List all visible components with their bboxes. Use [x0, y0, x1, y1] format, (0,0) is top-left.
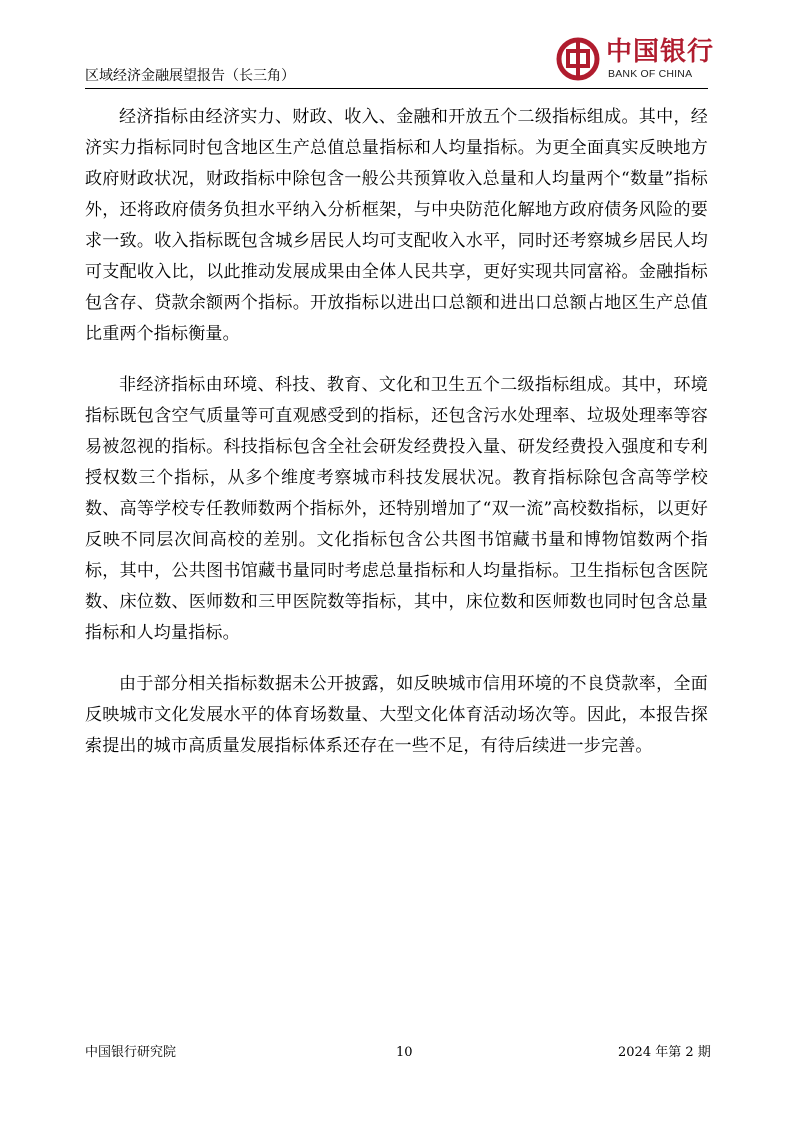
bank-of-china-emblem-icon	[556, 37, 600, 81]
footer-publisher: 中国银行研究院	[85, 1045, 177, 1060]
paragraph-non-economic-indicators: 非经济指标由环境、科技、教育、文化和卫生五个二级指标组成。其中，环境指标既包含空气质量等可直观感受到的指标，还包含污水处理率、垃圾处理率等容易被忽视的指标。科技指标包含全社会研发经费投入量、研发经费投入强度和专利授权数三个指标，从多个维度考察城市科技发展状况。教育指标除包含高等学校数、高等学校专任教师数两个指标外，还特别增加了“双一流”高校数指标，以更好反映不同层次间高校的差别。文化指标包含公共图书馆藏书量和博物馆数两个指标，其中，公共图书馆藏书量同时考虑总量指标和人均量指标。卫生指标包含医院数、床位数、医师数和三甲医院数等指标，其中，床位数和医师数也同时包含总量指标和人均量指标。	[85, 375, 708, 643]
header-divider	[85, 88, 708, 89]
body-text	[85, 102, 708, 782]
footer-issue: 2024 年第 2 期	[618, 1045, 711, 1060]
page-number: 10	[396, 1045, 413, 1060]
logo-english-name: BANK OF CHINA	[608, 68, 693, 80]
paragraph-economic-indicators: 经济指标由经济实力、财政、收入、金融和开放五个二级指标组成。其中，经济实力指标同时包含地区生产总值总量指标和人均量指标。为更全面真实反映地方政府财政状况，财政指标中除包含一般公共预算收入总量和人均量两个“数量”指标外，还将政府债务负担水平纳入分析框架，与中央防范化解地方政府债务风险的要求一致。收入指标既包含城乡居民人均可支配收入水平，同时还考察城乡居民人均可支配收入比，以此推动发展成果由全体人民共享，更好实现共同富裕。金融指标包含存、贷款余额两个指标。开放指标以进出口总额和进出口总额占地区生产总值比重两个指标衡量。	[85, 107, 708, 344]
bank-logo	[556, 37, 716, 87]
logo-chinese-name: 中国银行	[606, 37, 715, 67]
paragraph-limitations: 由于部分相关指标数据未公开披露，如反映城市信用环境的不良贷款率，全面反映城市文化发展水平的体育场数量、大型文化体育活动场次等。因此，本报告探索提出的城市高质量发展指标体系还存在一些不足，有待后续进一步完善。	[85, 674, 708, 756]
report-title: 区域经济金融展望报告（长三角）	[85, 68, 295, 84]
